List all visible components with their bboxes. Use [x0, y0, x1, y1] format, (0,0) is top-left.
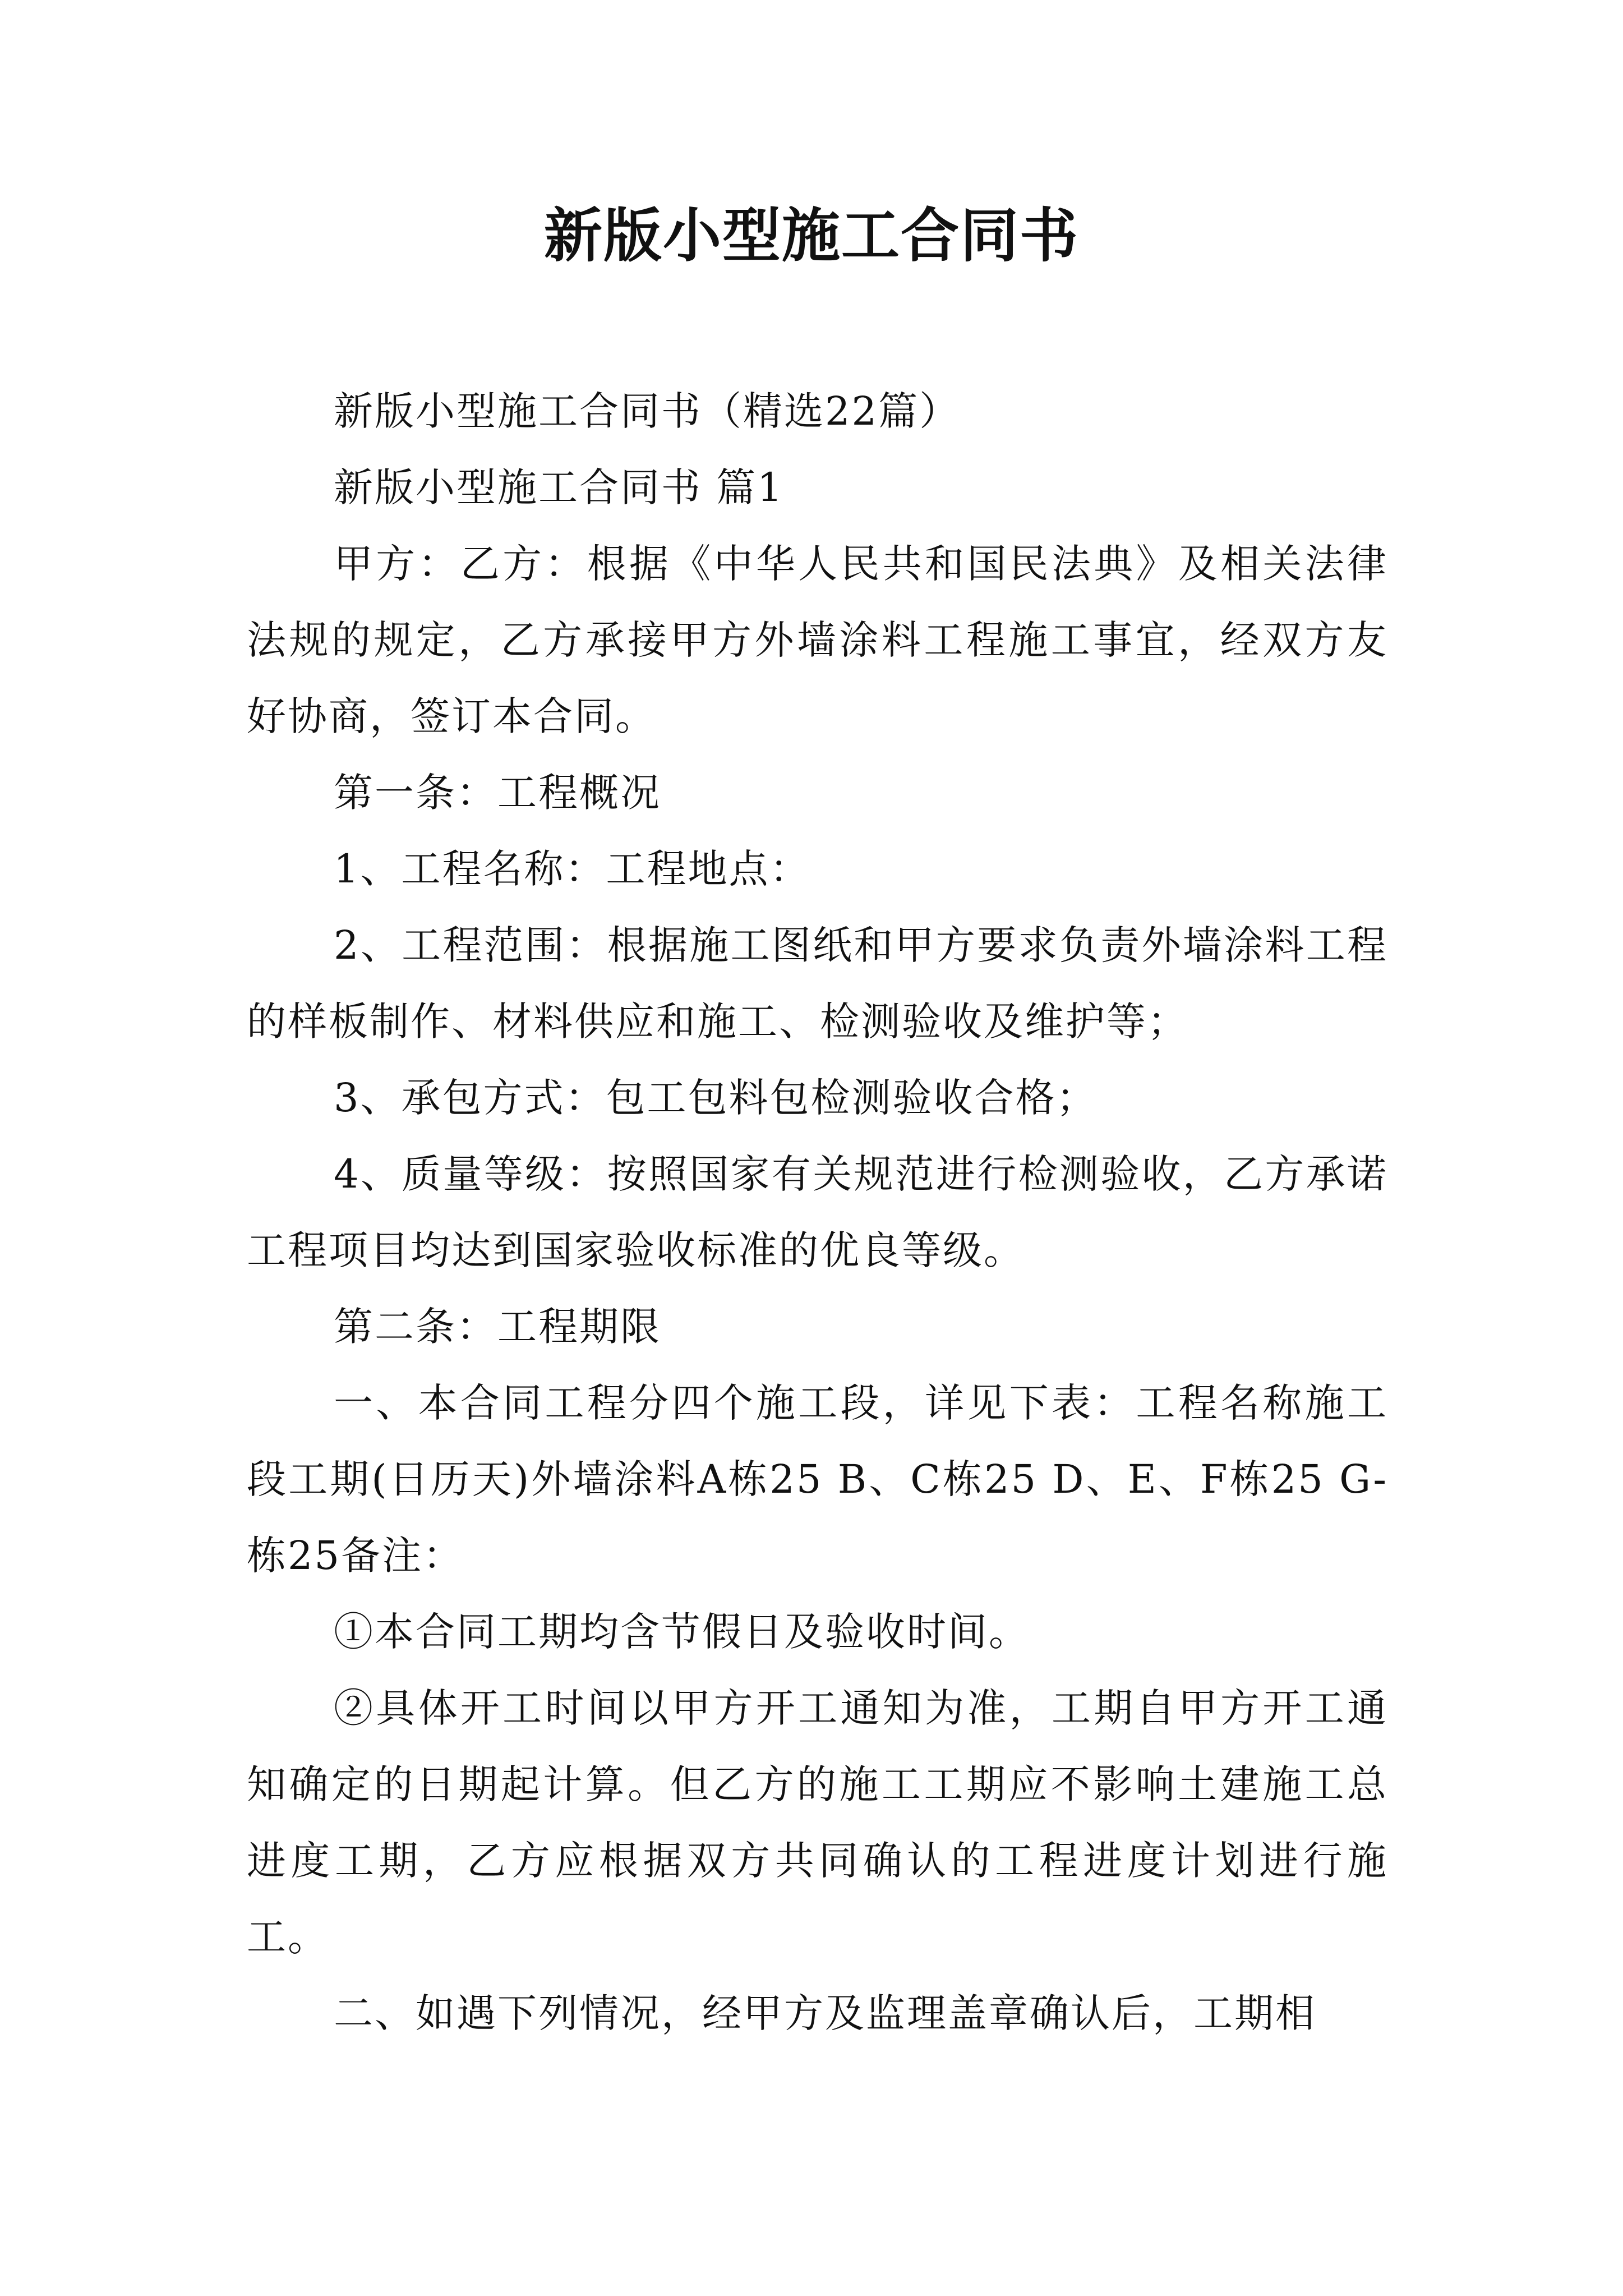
document-body: [247, 373, 1388, 2051]
paragraph: 甲方：乙方：根据《中华人民共和国民法典》及相关法律法规的规定，乙方承接甲方外墙涂料工程施工事宜，经双方友好协商，签订本合同。: [247, 541, 1388, 739]
paragraph: ②具体开工时间以甲方开工通知为准，工期自甲方开工通知确定的日期起计算。但乙方的施工工期应不影响土建施工总进度工期，乙方应根据双方共同确认的工程进度计划进行施工。: [247, 1685, 1388, 1960]
document-title: 新版小型施工合同书: [543, 201, 1079, 270]
paragraph: 二、如遇下列情况，经甲方及监理盖章确认后，工期相: [334, 1990, 1316, 2036]
paragraph: 一、本合同工程分四个施工段，详见下表：工程名称施工段工期(日历天)外墙涂料A栋25 B、C栋25 D、E、F栋25 G-栋25备注：: [247, 1380, 1388, 1579]
paragraph: ①本合同工期均含节假日及验收时间。: [334, 1609, 1030, 1655]
paragraph: 4、质量等级：按照国家有关规范进行检测验收，乙方承诺工程项目均达到国家验收标准的优良等级。: [247, 1151, 1388, 1273]
paragraph-section-heading: 新版小型施工合同书 篇1: [334, 464, 784, 510]
paragraph: 3、承包方式：包工包料包检测验收合格；: [334, 1075, 1098, 1121]
paragraph-subtitle: 新版小型施工合同书（精选22篇）: [334, 388, 961, 434]
paragraph: 2、工程范围：根据施工图纸和甲方要求负责外墙涂料工程的样板制作、材料供应和施工、检测验收及维护等；: [247, 922, 1388, 1045]
paragraph: 1、工程名称：工程地点：: [334, 846, 811, 892]
paragraph-article-heading: 第二条：工程期限: [334, 1304, 661, 1350]
paragraph-article-heading: 第一条：工程概况: [334, 770, 661, 816]
